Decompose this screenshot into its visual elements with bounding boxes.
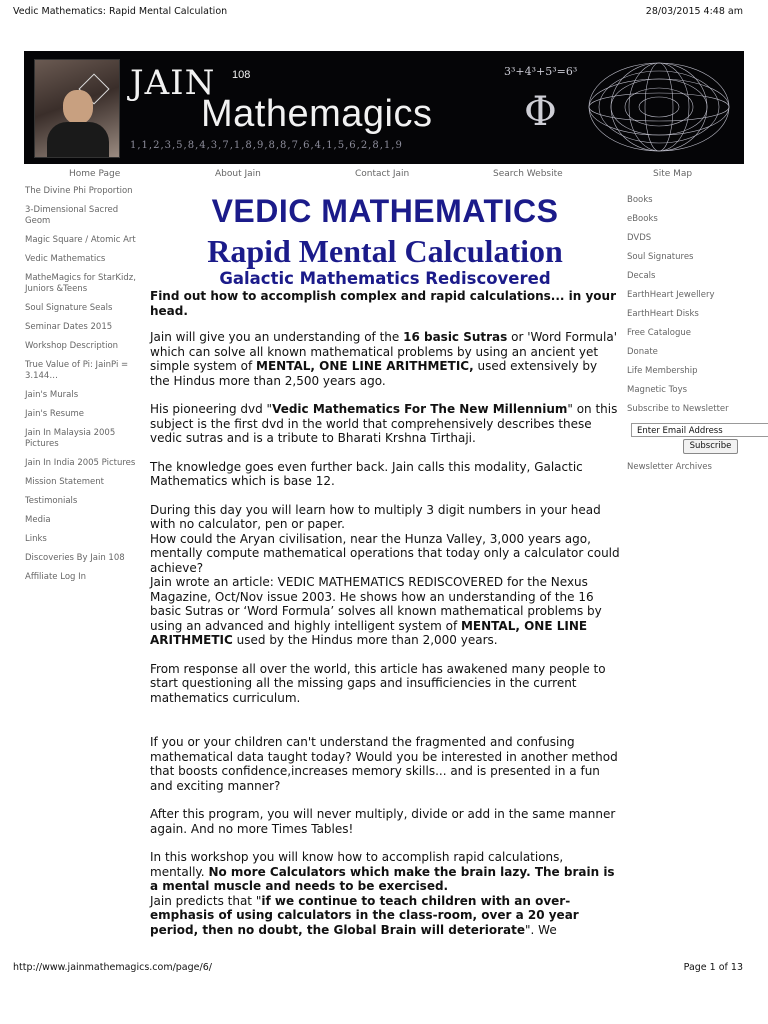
left-nav-item[interactable]: Affiliate Log In — [25, 572, 87, 582]
pdf-header-datetime: 28/03/2015 4:48 am — [645, 6, 743, 17]
workshop-paragraph-2: How could the Aryan civilisation, near the Hunza Valley, 3,000 years ago, mentally compute mathematical operations that today only a calculator could achieve? — [150, 531, 620, 575]
right-nav-item[interactable]: Life Membership — [627, 366, 698, 376]
brand-108: 108 — [232, 69, 251, 81]
email-field[interactable]: Enter Email Address — [631, 423, 768, 437]
nav-search[interactable]: Search Website — [493, 169, 563, 179]
left-nav-item[interactable]: Seminar Dates 2015 — [25, 322, 113, 332]
nav-contact[interactable]: Contact Jain — [355, 169, 410, 179]
page-tagline: Galactic Mathematics Rediscovered — [219, 269, 551, 288]
subscribe-button[interactable]: Subscribe — [683, 439, 738, 454]
left-nav-item[interactable]: Jain In India 2005 Pictures — [25, 458, 136, 468]
top-nav — [0, 169, 768, 181]
dvd-paragraph: His pioneering dvd "Vedic Mathematics For The New Millennium" on this subject is the first dvd in the world that comprehensively describes these vedic sutras and is a tribute to Bharati Krshna Tirthaji. — [150, 402, 618, 445]
prediction-paragraph: Jain predicts that "if we continue to teach children with an over-emphasis of using calculators in the class-room, over a 20 year period, then no doubt, the Global Brain will deteriorate". We — [150, 893, 579, 937]
left-nav-item[interactable]: Testimonials — [25, 496, 78, 506]
nav-sitemap[interactable]: Site Map — [653, 169, 693, 179]
nav-about[interactable]: About Jain — [215, 169, 261, 179]
no-times-tables-paragraph: After this program, you will never multiply, divide or add in the same manner again. And no more Times Tables! — [150, 807, 616, 836]
site-banner[interactable] — [24, 51, 744, 164]
pdf-header-title: Vedic Mathematics: Rapid Mental Calculation — [13, 6, 228, 17]
digit-sequence: 1,1,2,3,5,8,4,3,7,1,8,9,8,8,7,6,4,1,5,6,2,8,1,9 — [130, 140, 403, 151]
torus-wireframe-icon — [584, 55, 734, 159]
right-nav-item[interactable]: EarthHeart Jewellery — [627, 290, 715, 300]
right-nav-item[interactable]: eBooks — [627, 214, 658, 224]
left-nav-item[interactable]: 3-Dimensional Sacred Geom — [25, 205, 119, 226]
nav-home[interactable]: Home Page — [69, 169, 121, 179]
left-nav-item[interactable]: Magic Square / Atomic Art — [25, 235, 136, 245]
newsletter-archives-link[interactable]: Newsletter Archives — [627, 462, 712, 472]
right-nav-item[interactable]: Free Catalogue — [627, 328, 691, 338]
right-nav-item[interactable]: Subscribe to Newsletter — [627, 404, 729, 414]
intro-paragraph: Find out how to accomplish complex and rapid calculations... in your head. — [150, 289, 616, 318]
pdf-footer-page: Page 1 of 13 — [683, 962, 743, 973]
left-nav-item[interactable]: Links — [25, 534, 47, 544]
right-nav-item[interactable]: EarthHeart Disks — [627, 309, 699, 319]
right-nav-item[interactable]: Magnetic Toys — [627, 385, 688, 395]
article-paragraph: Jain wrote an article: VEDIC MATHEMATICS REDISCOVERED for the Nexus Magazine, Oct/Nov issue 2003. He shows how an understanding of the 16 basic Sutras or ‘Word Formula’ solves all known mathematical problems by using an advanced and highly intelligent system of MENTAL, ONE LINE ARITHMETIC used by the Hindus more than 2,000 years. — [150, 575, 602, 647]
left-nav-item[interactable]: Jain's Resume — [25, 409, 85, 419]
left-nav-item[interactable]: Vedic Mathematics — [25, 254, 106, 264]
left-nav-item[interactable]: Mission Statement — [25, 477, 104, 487]
pdf-header — [13, 6, 755, 20]
left-nav-item[interactable]: The Divine Phi Proportion — [25, 186, 133, 196]
powers-equation: 3³+4³+5³=6³ — [504, 65, 578, 78]
right-nav-item[interactable]: Soul Signatures — [627, 252, 694, 262]
left-nav-item[interactable]: Discoveries By Jain 108 — [25, 553, 125, 563]
brand-jain: JAIN — [130, 63, 216, 103]
children-paragraph: If you or your children can't understand the fragmented and confusing mathematical data taught today? Would you be interested in another method that boosts confidence,increases memory skills... and is presented in a fun and exciting manner? — [150, 735, 618, 793]
calculators-paragraph: In this workshop you will know how to accomplish rapid calculations, mentally. No more Calculators which make the brain lazy. The brain is a mental muscle and needs to be exercised. — [150, 850, 615, 893]
page-title: VEDIC MATHEMATICS — [211, 193, 559, 229]
left-nav-item[interactable]: Jain's Murals — [25, 390, 79, 400]
pdf-footer — [13, 962, 755, 976]
workshop-paragraph-1: During this day you will learn how to multiply 3 digit numbers in your head with no calculator, pen or paper. — [150, 502, 601, 531]
brand-mathemagics: Mathemagics — [201, 93, 433, 135]
left-sidebar — [25, 186, 140, 591]
galactic-paragraph: The knowledge goes even further back. Jain calls this modality, Galactic Mathematics which is base 12. — [150, 459, 583, 488]
left-nav-item[interactable]: Soul Signature Seals — [25, 303, 113, 313]
right-sidebar — [627, 195, 757, 481]
response-paragraph: From response all over the world, this article has awakened many people to start questioning all the missing gaps and insufficiencies in the current mathematics curriculum. — [150, 661, 606, 705]
phi-symbol: Φ — [524, 89, 557, 135]
right-nav-item[interactable]: Decals — [627, 271, 656, 281]
right-nav-item[interactable]: DVDS — [627, 233, 652, 243]
left-nav-item[interactable]: True Value of Pi: JainPi = 3.144… — [25, 360, 129, 381]
sutras-paragraph: Jain will give you an understanding of the 16 basic Sutras or 'Word Formula' which can solve all known mathematical problems by using an ancient yet simple system of MENTAL, ONE LINE ARITHMETIC, used extensively by the Hindus more than 2,500 years ago. — [150, 330, 617, 388]
left-nav-item[interactable]: Jain In Malaysia 2005 Pictures — [25, 428, 116, 449]
left-nav-item[interactable]: Workshop Description — [25, 341, 119, 351]
main-content — [150, 193, 620, 937]
right-nav-item[interactable]: Donate — [627, 347, 658, 357]
jain-photo — [34, 59, 120, 158]
pdf-footer-url: http://www.jainmathemagics.com/page/6/ — [13, 962, 212, 973]
page-subtitle: Rapid Mental Calculation — [207, 233, 563, 269]
left-nav-item[interactable]: Media — [25, 515, 51, 525]
left-nav-item[interactable]: MatheMagics for StarKidz, Juniors &Teens — [25, 273, 136, 294]
right-nav-item[interactable]: Books — [627, 195, 653, 205]
